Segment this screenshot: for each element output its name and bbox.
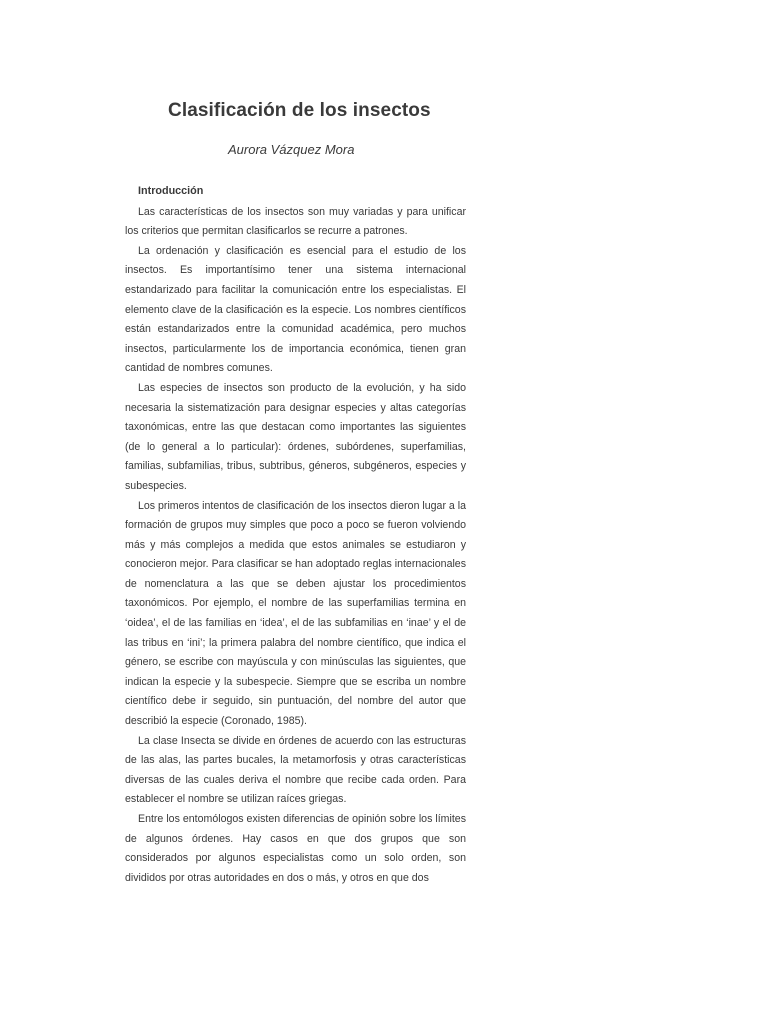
document-body [125,182,466,888]
paragraph-5: La clase Insecta se divide en órdenes de acuerdo con las estructuras de las alas, las partes bucales, la metamorfosis y otras características diversas de las cuales deriva el nombre que recibe cada orden. Para establecer el nombre se utilizan raíces griegas. [125,734,466,806]
paragraph-1: Las características de los insectos son muy variadas y para unificar los criterios que permitan clasificarlos se recurre a patrones. [125,205,466,238]
paragraph-6: Entre los entomólogos existen diferencias de opinión sobre los límites de algunos órdenes. Hay casos en que dos grupos que son considerados por algunos especialistas como un solo orden, son divididos por otras autoridades en dos o más, y otros en que dos [125,813,466,884]
paragraph-4: Los primeros intentos de clasificación de los insectos dieron lugar a la formación de grupos muy simples que poco a poco se fueron volviendo más y más complejos a medida que estos animales se estudiaron y conocieron mejor. Para clasificar se han adoptado reglas internacionales de nomenclatura a las que se deben ajustar los procedimientos taxonómicos. Por ejemplo, el nombre de las superfamilias termina en ‘oidea’, el de las familias en ‘idea’, el de las subfamilias en ‘inae’ y el de las tribus en ‘ini’; la primera palabra del nombre científico, que indica el género, se escribe con mayúscula y con minúsculas las siguientes, que indican la especie y la subespecie. Siempre que se escriba un nombre científico debe ir seguido, sin puntuación, del nombre del autor que describió la especie (Coronado, 1985). [125,499,466,728]
paragraph-2: La ordenación y clasificación es esencial para el estudio de los insectos. Es importantísimo tener una sistema internacional estandarizado para facilitar la comunicación entre los especialistas. El elemento clave de la clasificación es la especie. Los nombres científicos están estandarizados entre la comunidad académica, pero muchos insectos, particularmente los de importancia económica, tienen gran cantidad de nombres comunes. [125,244,466,375]
section-heading: Introducción [138,185,204,197]
document-title: Clasificación de los insectos [168,100,431,121]
paragraph-3: Las especies de insectos son producto de la evolución, y ha sido necesaria la sistematización para designar especies y altas categorías taxonómicas, entre las que destacan como importantes las siguientes (de lo general a lo particular): órdenes, subórdenes, superfamilias, familias, subfamilias, tribus, subtribus, géneros, subgéneros, especies y subespecies. [125,381,466,492]
document-author: Aurora Vázquez Mora [228,142,355,157]
